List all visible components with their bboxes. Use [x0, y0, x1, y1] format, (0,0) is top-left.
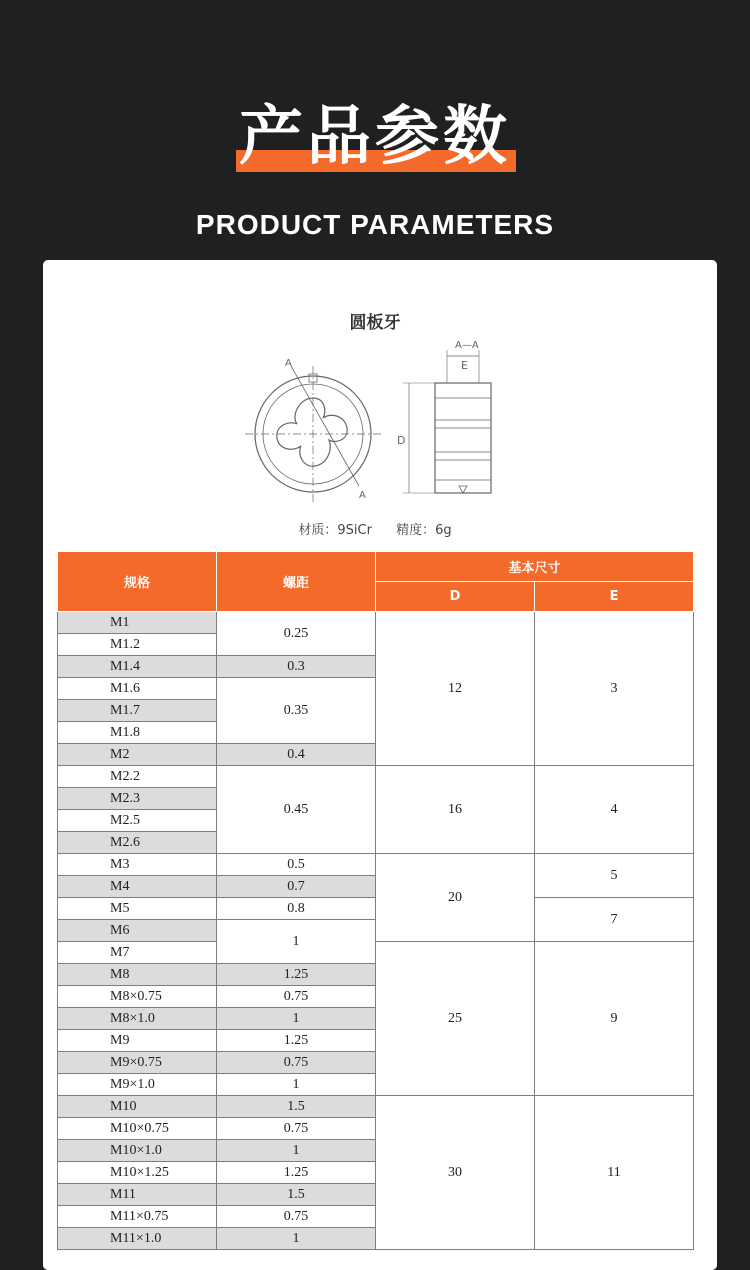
die-cutting-lobes [277, 398, 347, 466]
material-text: 材质：9SiCr [298, 523, 372, 538]
pitch-cell: 0.35 [217, 678, 376, 744]
spec-cell: M1.2 [58, 634, 217, 656]
dimension-d-label: D [397, 434, 406, 447]
pitch-cell: 0.45 [217, 766, 376, 854]
spec-cell: M9×0.75 [58, 1052, 217, 1074]
pitch-cell: 0.25 [217, 612, 376, 656]
pitch-cell: 0.75 [217, 1206, 376, 1228]
spec-cell: M3 [58, 854, 217, 876]
d-cell: 12 [376, 612, 535, 766]
spec-cell: M1.7 [58, 700, 217, 722]
pitch-cell: 1.25 [217, 1162, 376, 1184]
spec-cell: M10×1.0 [58, 1140, 217, 1162]
d-cell: 20 [376, 854, 535, 942]
pitch-cell: 1.5 [217, 1184, 376, 1206]
e-cell: 11 [535, 1096, 694, 1250]
spec-cell: M1.8 [58, 722, 217, 744]
spec-cell: M11×1.0 [58, 1228, 217, 1250]
spec-cell: M8×1.0 [58, 1008, 217, 1030]
pitch-cell: 1 [217, 1074, 376, 1096]
table-row [58, 766, 694, 788]
section-label: A—A [455, 340, 479, 351]
header-pitch: 螺距 [217, 552, 376, 612]
pitch-cell: 1.5 [217, 1096, 376, 1118]
spec-cell: M11 [58, 1184, 217, 1206]
spec-cell: M2 [58, 744, 217, 766]
d-cell: 25 [376, 942, 535, 1096]
spec-cell: M7 [58, 942, 217, 964]
spec-cell: M9×1.0 [58, 1074, 217, 1096]
pitch-cell: 1 [217, 1008, 376, 1030]
e-cell: 9 [535, 942, 694, 1096]
spec-cell: M6 [58, 920, 217, 942]
pitch-cell: 1 [217, 920, 376, 964]
header-spec: 规格 [58, 552, 217, 612]
pitch-cell: 0.3 [217, 656, 376, 678]
pitch-cell: 0.75 [217, 986, 376, 1008]
header-e: E [535, 582, 694, 612]
e-cell: 4 [535, 766, 694, 854]
spec-cell: M8 [58, 964, 217, 986]
die-side-body [435, 383, 491, 493]
page-subtitle: PRODUCT PARAMETERS [195, 209, 555, 240]
spec-cell: M1.4 [58, 656, 217, 678]
pitch-cell: 0.75 [217, 1118, 376, 1140]
material-info [0, 522, 750, 540]
spec-cell: M10 [58, 1096, 217, 1118]
pitch-cell: 1 [217, 1228, 376, 1250]
spec-cell: M1.6 [58, 678, 217, 700]
spec-cell: M11×0.75 [58, 1206, 217, 1228]
section-mark-a-top: A [285, 358, 292, 369]
spec-cell: M2.6 [58, 832, 217, 854]
d-cell: 30 [376, 1096, 535, 1250]
pitch-cell: 1.25 [217, 964, 376, 986]
spec-cell: M5 [58, 898, 217, 920]
round-die-diagram [235, 336, 515, 516]
spec-cell: M4 [58, 876, 217, 898]
spec-cell: M10×1.25 [58, 1162, 217, 1184]
pitch-cell: 0.8 [217, 898, 376, 920]
header-d: D [376, 582, 535, 612]
pitch-cell: 0.5 [217, 854, 376, 876]
parameters-table [57, 551, 694, 1250]
spec-cell: M2.5 [58, 810, 217, 832]
spec-cell: M9 [58, 1030, 217, 1052]
e-cell: 5 [535, 854, 694, 898]
table-row [58, 942, 694, 964]
spec-cell: M2.2 [58, 766, 217, 788]
d-cell: 16 [376, 766, 535, 854]
diagram-title: 圆板牙 [349, 313, 401, 333]
section-line [291, 366, 359, 486]
pitch-cell: 1.25 [217, 1030, 376, 1052]
pitch-cell: 0.4 [217, 744, 376, 766]
pitch-cell: 0.75 [217, 1052, 376, 1074]
pitch-cell: 1 [217, 1140, 376, 1162]
spec-cell: M1 [58, 612, 217, 634]
section-mark-a-bottom: A [359, 490, 366, 501]
table-row [58, 612, 694, 634]
table-row [58, 1096, 694, 1118]
spec-cell: M8×0.75 [58, 986, 217, 1008]
pitch-cell: 0.7 [217, 876, 376, 898]
e-cell: 7 [535, 898, 694, 942]
table-row [58, 854, 694, 876]
header-basic-size: 基本尺寸 [376, 552, 694, 582]
spec-cell: M2.3 [58, 788, 217, 810]
dimension-e-label: E [461, 359, 468, 372]
spec-cell: M10×0.75 [58, 1118, 217, 1140]
precision-text: 精度：6g [396, 523, 452, 538]
table-body [58, 612, 694, 1250]
page-title: 产品参数 [239, 100, 511, 174]
e-cell: 3 [535, 612, 694, 766]
